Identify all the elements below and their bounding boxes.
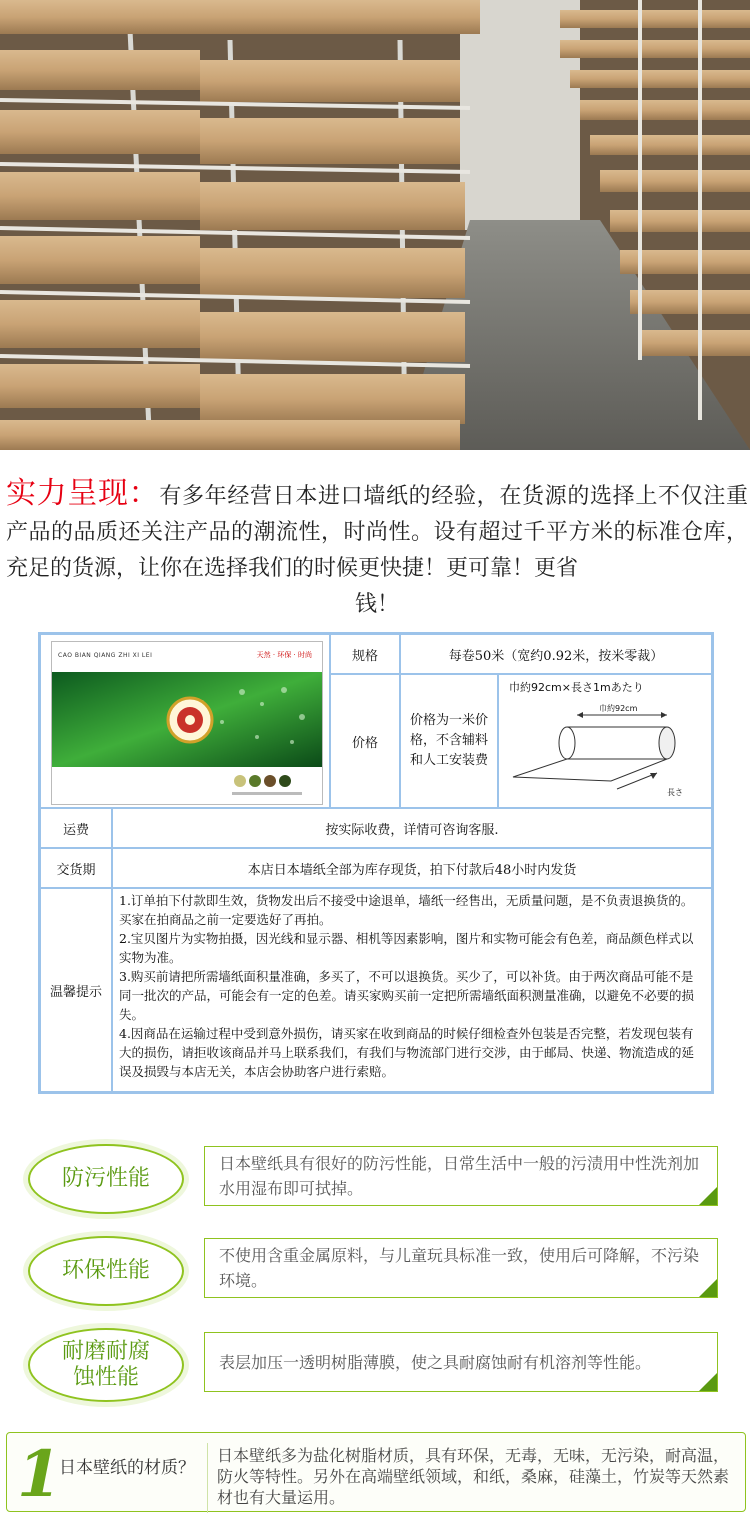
product-image <box>51 641 323 805</box>
price-value: 价格为一米价格，不含辅料和人工安装费 <box>409 713 488 768</box>
brand-tag: 天然 · 环保 · 时尚 <box>256 651 312 659</box>
corner-triangle-icon <box>699 1279 717 1297</box>
spec-label-cell <box>330 634 400 674</box>
price-value-cell <box>400 674 498 808</box>
spec-value-cell <box>400 634 712 674</box>
brand-pinyin: CAO BIAN QIANG ZHI XI LEI <box>58 652 153 659</box>
feature-label-text: 防污性能 <box>61 1166 150 1191</box>
feature-label-eco <box>28 1236 184 1306</box>
shipping-label: 运费 <box>62 822 89 838</box>
feature-text: 日本壁纸具有很好的防污性能，日常生活中一般的污渍用中性洗剂加水用湿布即可拭掉。 <box>219 1154 700 1198</box>
faq-item <box>6 1432 746 1512</box>
price-label: 价格 <box>351 735 378 751</box>
feature-label-text: 环保性能 <box>61 1258 150 1283</box>
warehouse-illustration <box>0 0 750 450</box>
notice-item: 2.宝贝图片为实物拍摄，因光线和显示器、相机等因素影响，图片和实物可能会有色差，商品颜色样式以实物为准。 <box>119 931 694 965</box>
roll-diagram-cell <box>498 674 712 808</box>
diagram-width-label: 巾約92cm <box>599 704 638 713</box>
delivery-value: 本店日本墙纸全部为库存现货，拍下付款后48小时内发货 <box>247 862 577 878</box>
spec-label: 规格 <box>351 648 378 664</box>
notice-item: 1.订单拍下付款即生效，货物发出后不接受中途退单，墙纸一经售出，无质量问题，是不负责退换货的。买家在拍商品之前一定要选好了再拍。 <box>119 893 694 927</box>
product-image-cell <box>40 634 330 808</box>
price-label-cell <box>330 674 400 808</box>
shipping-value: 按实际收费，详情可咨询客服. <box>325 822 499 838</box>
feature-label-durability <box>28 1328 184 1402</box>
diagram-title: 巾約92cm×長さ1mあたり <box>509 681 644 694</box>
product-illustration <box>52 642 322 804</box>
faq-divider <box>207 1443 208 1513</box>
notice-label-cell <box>40 888 112 1092</box>
shipping-label-cell <box>40 808 112 848</box>
diagram-length-label: 長さ <box>667 788 683 797</box>
intro-highlight: 实力呈现： <box>6 476 160 511</box>
faq-question: 日本壁纸的材质？ <box>59 1458 195 1478</box>
delivery-value-cell <box>112 848 712 888</box>
intro-paragraph <box>6 476 748 623</box>
feature-label-text: 耐磨耐腐蚀性能 <box>61 1339 150 1390</box>
warehouse-photo <box>0 0 750 450</box>
notice-item: 3.购买前请把所需墙纸面积量准确，多买了，不可以退换货。买少了，可以补货。由于两次商品可能不是同一批次的产品，可能会有一定的色差。请买家购买前一定把所需墙纸面积测量准确，以避免不必要的损失。 <box>119 969 695 1022</box>
notice-item: 4.因商品在运输过程中受到意外损伤，请买家在收到商品的时候仔细检查外包装是否完整，若发现包装有大的损伤，请拒收该商品并马上联系我们，有我们与物流部门进行交涉，由于邮局、快递、物流造成的延误及损毁与本店无关，本店会协助客户进行索赔。 <box>119 1026 695 1079</box>
delivery-label: 交货期 <box>56 862 96 878</box>
corner-triangle-icon <box>699 1373 717 1391</box>
feature-text: 不使用含重金属原料，与儿童玩具标准一致，使用后可降解，不污染环境。 <box>219 1246 700 1290</box>
feature-text: 表层加压一透明树脂薄膜，使之具耐腐蚀耐有机溶剂等性能。 <box>219 1352 652 1372</box>
feature-box-durability <box>204 1332 718 1392</box>
intro-tail: 钱！ <box>354 592 399 617</box>
feature-box-antifouling <box>204 1146 718 1206</box>
faq-number: 1 <box>17 1437 62 1512</box>
spec-table <box>38 632 714 1094</box>
feature-box-eco <box>204 1238 718 1298</box>
intro-body: 有多年经营日本进口墙纸的经验，在货源的选择上不仅注重产品的品质还关注产品的潮流性，时尚性。设有超过千平方米的标准仓库，充足的货源，让你在选择我们的时候更快捷！更可靠！更省 <box>6 484 748 581</box>
notice-list <box>112 888 712 1092</box>
delivery-label-cell <box>40 848 112 888</box>
roll-diagram <box>507 701 707 801</box>
shipping-value-cell <box>112 808 712 848</box>
faq-answer: 日本壁纸多为盐化树脂材质，具有环保，无毒，无味，无污染，耐高温，防火等特性。另外在高端壁纸领域，和纸，桑麻，硅藻土，竹炭等天然素材也有大量运用。 <box>217 1446 730 1507</box>
feature-label-antifouling <box>28 1144 184 1214</box>
corner-triangle-icon <box>699 1187 717 1205</box>
spec-value: 每卷50米（宽约0.92米，按米零裁） <box>448 648 664 664</box>
notice-label: 温馨提示 <box>49 984 102 1000</box>
